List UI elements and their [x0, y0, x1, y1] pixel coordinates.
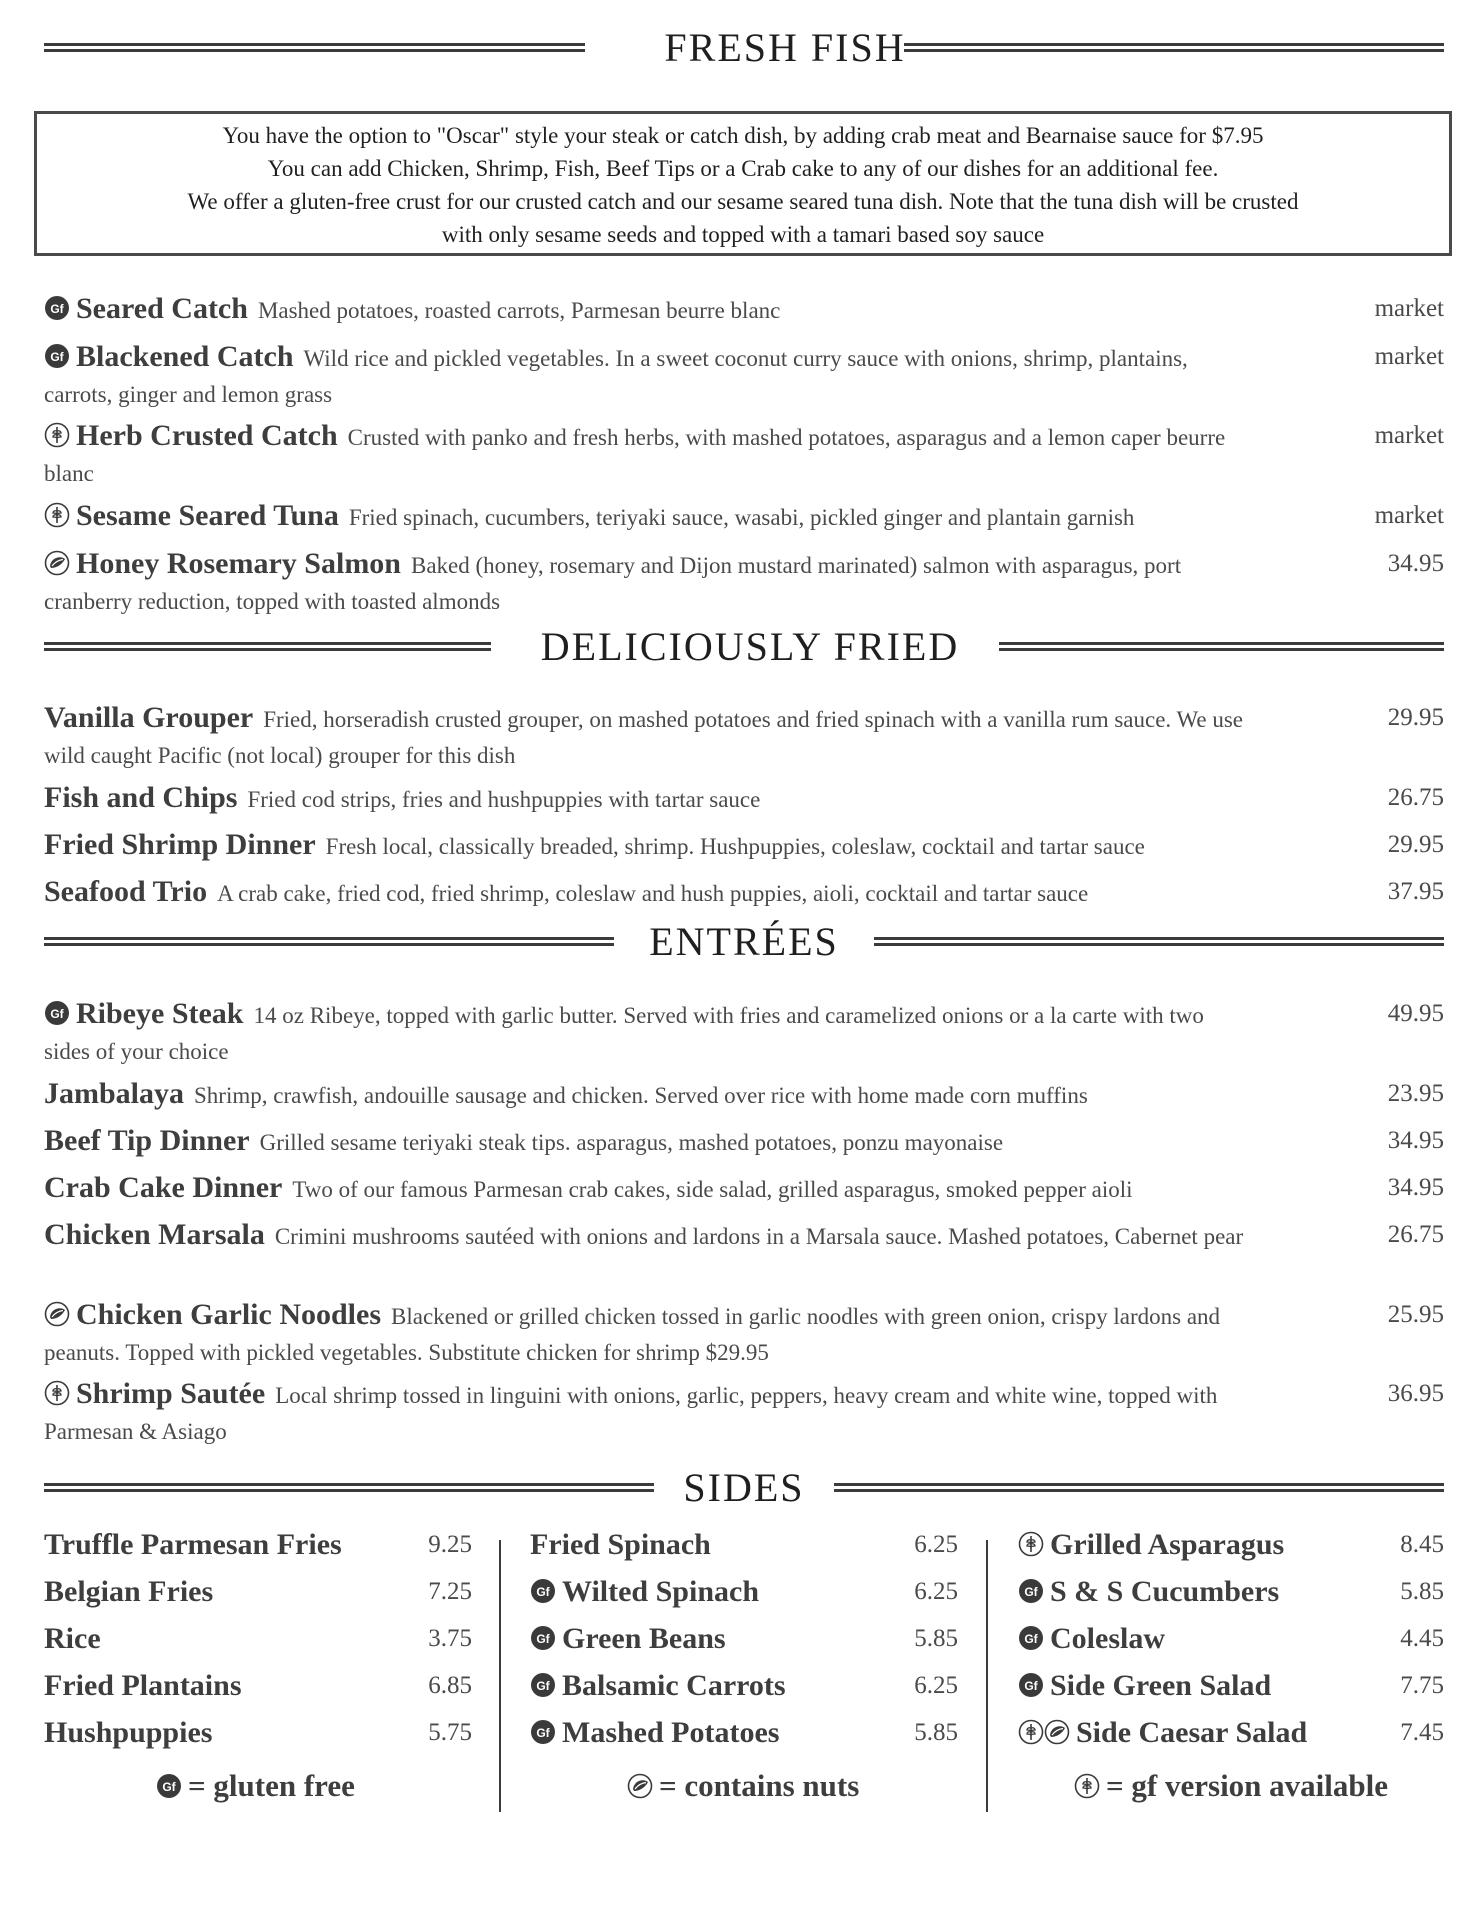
menu-item-name: Fish and Chips [44, 781, 238, 814]
column-divider [499, 1540, 501, 1812]
menu-item [44, 700, 1444, 774]
menu-item-description: A crab cake, fried cod, fried shrimp, coleslaw and hush puppies, aioli, cocktail and tartar sauce [217, 881, 1089, 906]
menu-item-price: 25.95 [1387, 1301, 1444, 1328]
side-item [530, 1716, 958, 1763]
menu-item-description: Shrimp, crawfish, andouille sausage and chicken. Served over rice with home made corn muffins [194, 1083, 1088, 1108]
menu-item-text [44, 1376, 1244, 1450]
side-item-price: 6.25 [914, 1578, 958, 1605]
legend-text: = gluten free [188, 1768, 355, 1803]
side-item [44, 1716, 472, 1763]
menu-item-description: Baked (honey, rosemary and Dijon mustard marinated) salmon with asparagus, port cranberry reduction, topped with toasted almonds [44, 553, 1182, 614]
menu-item-description: Mashed potatoes, roasted carrots, Parmesan beurre blanc [257, 298, 781, 323]
svg-text:Gf: Gf [162, 1780, 176, 1794]
menu-item-name: Blackened Catch [76, 340, 294, 373]
side-item-name: Belgian Fries [44, 1575, 214, 1608]
options-notice-box [34, 111, 1452, 256]
menu-item [44, 339, 1444, 413]
svg-text:Gf: Gf [536, 1632, 550, 1646]
menu-item-price: market [1374, 295, 1444, 322]
section-header-fresh-fish [44, 18, 1444, 78]
legend-text: = gf version available [1106, 1768, 1389, 1803]
gluten-free-icon [530, 1719, 556, 1745]
side-item-name: Wilted Spinach [562, 1575, 760, 1608]
header-rule-right [874, 937, 1444, 946]
menu-item-description: 14 oz Ribeye, topped with garlic butter. Served with fries and caramelized onions or a la carte with two sides of your choice [44, 1003, 1204, 1064]
menu-item-text [44, 700, 1244, 774]
side-item [530, 1622, 958, 1669]
gluten-free-icon [44, 1000, 70, 1026]
side-item-name: Fried Plantains [44, 1669, 242, 1702]
menu-item [44, 498, 1444, 536]
menu-item [44, 1170, 1444, 1208]
menu-item [44, 1376, 1444, 1450]
menu-item [44, 996, 1444, 1070]
side-item-price: 9.25 [428, 1531, 472, 1558]
section-header-fried [44, 617, 1444, 677]
menu-item-price: 34.95 [1387, 1127, 1444, 1154]
side-item-name: Rice [44, 1622, 101, 1655]
menu-item-text [44, 1170, 1244, 1208]
menu-item-description: Crusted with panko and fresh herbs, with mashed potatoes, asparagus and a lemon caper beurre blanc [44, 425, 1226, 486]
section-title: FRESH FISH [664, 25, 906, 70]
svg-text:Gf: Gf [1024, 1585, 1038, 1599]
menu-item-name: Sesame Seared Tuna [76, 499, 339, 532]
side-item-name-wrap [1018, 1669, 1271, 1703]
menu-item-name: Ribeye Steak [76, 997, 244, 1030]
side-item-name-wrap [44, 1528, 342, 1562]
section-title: ENTRÉES [649, 919, 839, 964]
menu-item-text [44, 1297, 1244, 1371]
side-item-price: 7.25 [428, 1578, 472, 1605]
section-title: SIDES [683, 1465, 805, 1510]
menu-item-description: Grilled sesame teriyaki steak tips. asparagus, mashed potatoes, ponzu mayonaise [259, 1130, 1004, 1155]
menu-item-price: 23.95 [1387, 1080, 1444, 1107]
menu-item-text [44, 418, 1244, 492]
menu-item-description: Two of our famous Parmesan crab cakes, side salad, grilled asparagus, smoked pepper aioli [292, 1177, 1133, 1202]
gluten-free-icon [530, 1578, 556, 1604]
menu-item-text [44, 498, 1244, 536]
side-item-price: 5.85 [914, 1625, 958, 1652]
menu-item-price: market [1374, 502, 1444, 529]
menu-item-name: Vanilla Grouper [44, 701, 254, 734]
side-item-name-wrap [1018, 1528, 1284, 1562]
svg-text:Gf: Gf [536, 1726, 550, 1740]
gluten-free-icon [44, 343, 70, 369]
side-item-price: 5.85 [914, 1719, 958, 1746]
side-item [1018, 1528, 1444, 1575]
menu-item-description: Fried spinach, cucumbers, teriyaki sauce, wasabi, pickled ginger and plantain garnish [348, 505, 1135, 530]
menu-item-text [44, 996, 1244, 1070]
menu-item [44, 1217, 1444, 1255]
side-item [44, 1528, 472, 1575]
gluten-free-icon [44, 295, 70, 321]
menu-item-price: market [1374, 343, 1444, 370]
side-item [530, 1575, 958, 1622]
menu-item-description: Crimini mushrooms sautéed with onions and lardons in a Marsala sauce. Mashed potatoes, Cabernet pear [274, 1224, 1244, 1249]
menu-item-price: market [1374, 422, 1444, 449]
gf-available-icon [1074, 1773, 1100, 1799]
side-item-price: 3.75 [428, 1625, 472, 1652]
side-item [44, 1669, 472, 1716]
section-header-entrees [44, 912, 1444, 972]
menu-item-price: 36.95 [1387, 1380, 1444, 1407]
side-item [1018, 1716, 1444, 1763]
legend-contains-nuts [627, 1768, 859, 1804]
menu-item-description: Blackened or grilled chicken tossed in garlic noodles with green onion, crispy lardons and peanuts. Topped with pickled vegetables. Substitute chicken for shrimp $29.95 [44, 1304, 1221, 1365]
side-item-price: 6.25 [914, 1672, 958, 1699]
gf-available-icon [44, 1380, 70, 1406]
contains-nuts-icon [627, 1773, 653, 1799]
menu-item-text [44, 1076, 1244, 1114]
side-item-name-wrap [530, 1716, 779, 1750]
menu-item-description: Local shrimp tossed in linguini with onions, garlic, peppers, heavy cream and white wine, topped with Parmesan & Asiago [44, 1383, 1218, 1444]
menu-item-name: Seafood Trio [44, 875, 208, 908]
side-item [1018, 1575, 1444, 1622]
svg-text:Gf: Gf [1024, 1632, 1038, 1646]
menu-item-description: Fried, horseradish crusted grouper, on mashed potatoes and fried spinach with a vanilla rum sauce. We use wild caught Pacific (not local) grouper for this dish [44, 707, 1243, 768]
header-rule-left [44, 937, 614, 946]
menu-item [44, 418, 1444, 492]
gluten-free-icon [530, 1672, 556, 1698]
menu-item-description: Fresh local, classically breaded, shrimp. Hushpuppies, coleslaw, cocktail and tartar sauce [325, 834, 1145, 859]
menu-item-price: 49.95 [1387, 1000, 1444, 1027]
column-divider [986, 1540, 988, 1812]
menu-item-name: Herb Crusted Catch [76, 419, 338, 452]
menu-item-name: Honey Rosemary Salmon [76, 547, 401, 580]
menu-item-name: Beef Tip Dinner [44, 1124, 250, 1157]
side-item-price: 7.45 [1400, 1719, 1444, 1746]
menu-item-price: 29.95 [1387, 704, 1444, 731]
side-item-name-wrap [1018, 1716, 1307, 1750]
side-item-name: Hushpuppies [44, 1716, 213, 1749]
section-title: DELICIOUSLY FRIED [540, 624, 960, 669]
gluten-free-icon [1018, 1578, 1044, 1604]
side-item-name: Coleslaw [1050, 1622, 1165, 1655]
side-item-name-wrap [44, 1716, 212, 1750]
header-rule-left [44, 642, 491, 651]
svg-text:Gf: Gf [50, 1007, 64, 1021]
side-item-name-wrap [530, 1575, 759, 1609]
contains-nuts-icon [44, 1301, 70, 1327]
gf-available-icon [44, 422, 70, 448]
notice-line: You have the option to "Oscar" style your steak or catch dish, by adding crab meat and Bearnaise sauce for $7.95 [222, 123, 1264, 148]
gluten-free-icon [156, 1773, 182, 1799]
side-item [44, 1622, 472, 1669]
menu-item-price: 34.95 [1387, 1174, 1444, 1201]
menu-item-price: 26.75 [1387, 1221, 1444, 1248]
gf-available-icon [44, 502, 70, 528]
side-item [44, 1575, 472, 1622]
side-item-name: Grilled Asparagus [1050, 1528, 1285, 1561]
menu-item-text [44, 780, 1244, 818]
menu-item [44, 546, 1444, 620]
side-item-price: 6.25 [914, 1531, 958, 1558]
side-item-name: Green Beans [562, 1622, 726, 1655]
gluten-free-icon [530, 1625, 556, 1651]
side-item-name: S & S Cucumbers [1050, 1575, 1280, 1608]
menu-item-name: Chicken Marsala [44, 1218, 265, 1251]
menu-item [44, 291, 1444, 329]
menu-item-text [44, 339, 1244, 413]
menu-item-text [44, 1123, 1244, 1161]
sides-column-3 [1018, 1528, 1444, 1763]
menu-item-price: 29.95 [1387, 831, 1444, 858]
menu-item-description: Wild rice and pickled vegetables. In a sweet coconut curry sauce with onions, shrimp, plantains, carrots, ginger and lemon grass [44, 346, 1188, 407]
side-item-price: 5.75 [428, 1719, 472, 1746]
menu-item [44, 827, 1444, 865]
notice-line: with only sesame seeds and topped with a tamari based soy sauce [441, 222, 1045, 247]
side-item-name: Fried Spinach [530, 1528, 711, 1561]
side-item [1018, 1669, 1444, 1716]
side-item-price: 7.75 [1400, 1672, 1444, 1699]
menu-item [44, 780, 1444, 818]
side-item-name: Mashed Potatoes [562, 1716, 780, 1749]
gf-available-icon [1018, 1719, 1044, 1745]
side-item-price: 4.45 [1400, 1625, 1444, 1652]
menu-item [44, 1123, 1444, 1161]
menu-item-text [44, 291, 1244, 329]
side-item-name: Truffle Parmesan Fries [44, 1528, 342, 1561]
menu-item-description: Fried cod strips, fries and hushpuppies with tartar sauce [247, 787, 761, 812]
menu-item-name: Jambalaya [44, 1077, 185, 1110]
side-item-name-wrap [44, 1575, 213, 1609]
menu-item-name: Crab Cake Dinner [44, 1171, 283, 1204]
legend-gf-available [1074, 1768, 1388, 1804]
menu-item [44, 1297, 1444, 1371]
side-item [530, 1669, 958, 1716]
header-rule-right [904, 43, 1444, 52]
side-item-name: Balsamic Carrots [562, 1669, 786, 1702]
sides-column-1 [44, 1528, 472, 1763]
menu-item-name: Fried Shrimp Dinner [44, 828, 316, 861]
side-item-name: Side Caesar Salad [1076, 1716, 1308, 1749]
menu-item-name: Chicken Garlic Noodles [76, 1298, 381, 1331]
svg-text:Gf: Gf [50, 350, 64, 364]
header-rule-right [999, 642, 1444, 651]
legend-gluten-free [156, 1768, 355, 1804]
side-item-price: 6.85 [428, 1672, 472, 1699]
side-item-price: 8.45 [1400, 1531, 1444, 1558]
svg-text:Gf: Gf [50, 302, 64, 316]
legend-text: = contains nuts [659, 1768, 860, 1803]
side-item [1018, 1622, 1444, 1669]
contains-nuts-icon [44, 550, 70, 576]
side-item-name-wrap [530, 1622, 726, 1656]
menu-item [44, 1076, 1444, 1114]
menu-item-text [44, 827, 1244, 865]
side-item-price: 5.85 [1400, 1578, 1444, 1605]
header-rule-left [44, 43, 585, 52]
notice-line: We offer a gluten-free crust for our crusted catch and our sesame seared tuna dish. Note that the tuna dish will be crusted [187, 189, 1299, 214]
svg-text:Gf: Gf [1024, 1679, 1038, 1693]
side-item-name-wrap [44, 1669, 242, 1703]
svg-text:Gf: Gf [536, 1679, 550, 1693]
menu-item [44, 874, 1444, 912]
section-header-sides [44, 1458, 1444, 1518]
menu-item-price: 34.95 [1387, 550, 1444, 577]
svg-text:Gf: Gf [536, 1585, 550, 1599]
side-item [530, 1528, 958, 1575]
side-item-name-wrap [44, 1622, 101, 1656]
menu-item-name: Seared Catch [76, 292, 248, 325]
menu-item-text [44, 1217, 1244, 1255]
menu-item-name: Shrimp Sautée [76, 1377, 266, 1410]
menu-item-text [44, 546, 1244, 620]
header-rule-right [834, 1483, 1444, 1492]
gluten-free-icon [1018, 1625, 1044, 1651]
side-item-name: Side Green Salad [1050, 1669, 1272, 1702]
side-item-name-wrap [530, 1669, 786, 1703]
side-item-name-wrap [1018, 1622, 1165, 1656]
header-rule-left [44, 1483, 654, 1492]
menu-item-price: 26.75 [1387, 784, 1444, 811]
menu-item-price: 37.95 [1387, 878, 1444, 905]
side-item-name-wrap [530, 1528, 711, 1562]
gf-available-icon [1018, 1531, 1044, 1557]
contains-nuts-icon [1044, 1719, 1070, 1745]
sides-column-2 [530, 1528, 958, 1763]
side-item-name-wrap [1018, 1575, 1279, 1609]
menu-item-text [44, 874, 1244, 912]
gluten-free-icon [1018, 1672, 1044, 1698]
notice-line: You can add Chicken, Shrimp, Fish, Beef Tips or a Crab cake to any of our dishes for an additional fee. [267, 156, 1219, 181]
